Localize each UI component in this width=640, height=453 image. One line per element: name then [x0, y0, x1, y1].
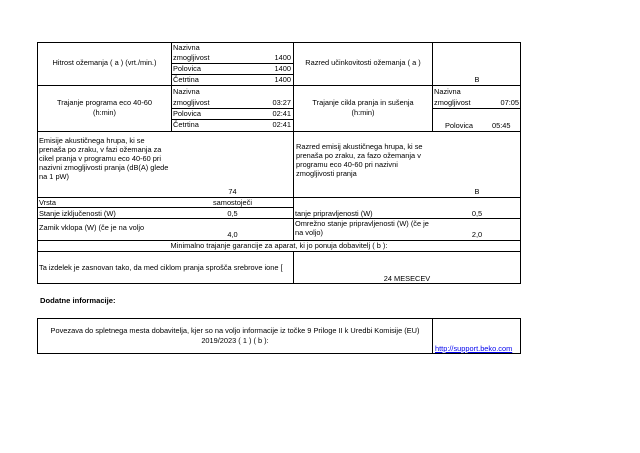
spin-class-value: B — [474, 75, 480, 84]
duration-label-line1: Trajanje programa eco 40-60 — [56, 98, 153, 107]
duration-rated-name-line1: Nazivna — [173, 87, 200, 96]
guarantee-value: 24 MESECEV — [383, 274, 431, 283]
duration-quarter-value: 02:41 — [272, 120, 291, 129]
delay-start-label: Zamik vklopa (W) (če je na voljo — [39, 223, 145, 232]
row-divider — [37, 207, 293, 208]
table-border-bottom — [37, 283, 521, 284]
spin-speed-label: Hitrost ožemanja ( a ) (vrt./min.) — [52, 58, 157, 67]
info-box-border-top — [37, 318, 521, 319]
row-divider — [37, 251, 521, 252]
off-mode-value: 0,5 — [227, 209, 238, 218]
duration-half-value: 02:41 — [272, 109, 291, 118]
spin-quarter-value: 1400 — [274, 75, 291, 84]
spin-rated-name-line1: Nazivna — [173, 43, 200, 52]
info-box-border-right — [520, 318, 521, 354]
additional-info-text-line1: Povezava do spletnega mesta dobavitelja, kjer so na voljo informacije iz točke 9 Priloge II k Uredbi Komisije (EU) — [50, 326, 420, 335]
noise-class-label: Razred emisij akustičnega hrupa, ki se prenaša po zraku, za fazo ožemanja v programu eco 40-60 pri nazivni zmogljivosti pranja — [296, 142, 423, 178]
type-label: Vrsta — [39, 198, 56, 207]
standby-label: tanje pripravljenosti (W) — [295, 209, 373, 218]
spin-quarter-name: Četrtina — [173, 75, 199, 84]
col-divider — [432, 42, 433, 132]
noise-class-value: B — [474, 187, 480, 196]
duration-rated-value: 03:27 — [272, 98, 291, 107]
duration-label-line2: (h:min) — [93, 108, 116, 117]
duration-quarter-name: Četrtina — [173, 120, 199, 129]
cycle-half-value: 05:45 — [492, 121, 511, 130]
cycle-rated-name-line1: Nazivna — [434, 87, 461, 96]
info-box-divider — [432, 318, 433, 354]
duration-rated-name: zmogljivost — [173, 98, 210, 107]
silver-ions-label: Ta izdelek je zasnovan tako, da med ciklom pranja sprošča srebrove ione [ — [39, 263, 283, 272]
col-divider — [293, 42, 294, 241]
row-divider — [37, 131, 521, 132]
guarantee-label: Minimalno trajanje garancije za aparat, ki jo ponuja dobavitelj ( b ): — [170, 241, 388, 250]
cycle-rated-value: 07:05 — [500, 98, 519, 107]
spin-class-label: Razred učinkovitosti ožemanja ( a ) — [305, 58, 421, 67]
cycle-half-name: Polovica — [445, 121, 473, 130]
delay-start-value: 4,0 — [227, 230, 238, 239]
spin-rated-name: zmogljivost — [173, 53, 210, 62]
spin-rated-value: 1400 — [274, 53, 291, 62]
col-divider — [171, 42, 172, 132]
network-standby-value: 2,0 — [471, 230, 483, 239]
cycle-label-line1: Trajanje cikla pranja in sušenja — [312, 98, 414, 107]
network-standby-label: Omrežno stanje pripravljenosti (W) (če je na voljo) — [295, 219, 429, 237]
info-box-border-bottom — [37, 353, 521, 354]
sub-row-divider — [432, 108, 521, 109]
type-value: samostoječi — [212, 198, 253, 207]
additional-info-title: Dodatne informacije: — [40, 296, 116, 305]
row-divider — [37, 218, 521, 219]
duration-half-name: Polovica — [173, 109, 201, 118]
spin-half-name: Polovica — [173, 64, 201, 73]
supplier-website-link[interactable]: http://support.beko.com — [435, 344, 513, 353]
cycle-rated-name: zmogljivost — [434, 98, 471, 107]
off-mode-label: Stanje izključenosti (W) — [39, 209, 116, 218]
row-divider — [37, 85, 521, 86]
spin-half-value: 1400 — [274, 64, 291, 73]
cycle-label-line2: (h:min) — [351, 108, 375, 117]
table-border-top — [37, 42, 521, 43]
additional-info-text-line2: 2019/2023 ( 1 ) ( b ): — [201, 336, 269, 345]
noise-value: 74 — [228, 187, 237, 196]
noise-label: Emisije akustičnega hrupa, ki se prenaša po zraku, v fazi ožemanja za cikel pranja v programu eco 40-60 pri nazivni zmogljivosti pranja (dB(A) glede na 1 pW) — [39, 136, 169, 181]
standby-value: 0,5 — [471, 209, 483, 218]
